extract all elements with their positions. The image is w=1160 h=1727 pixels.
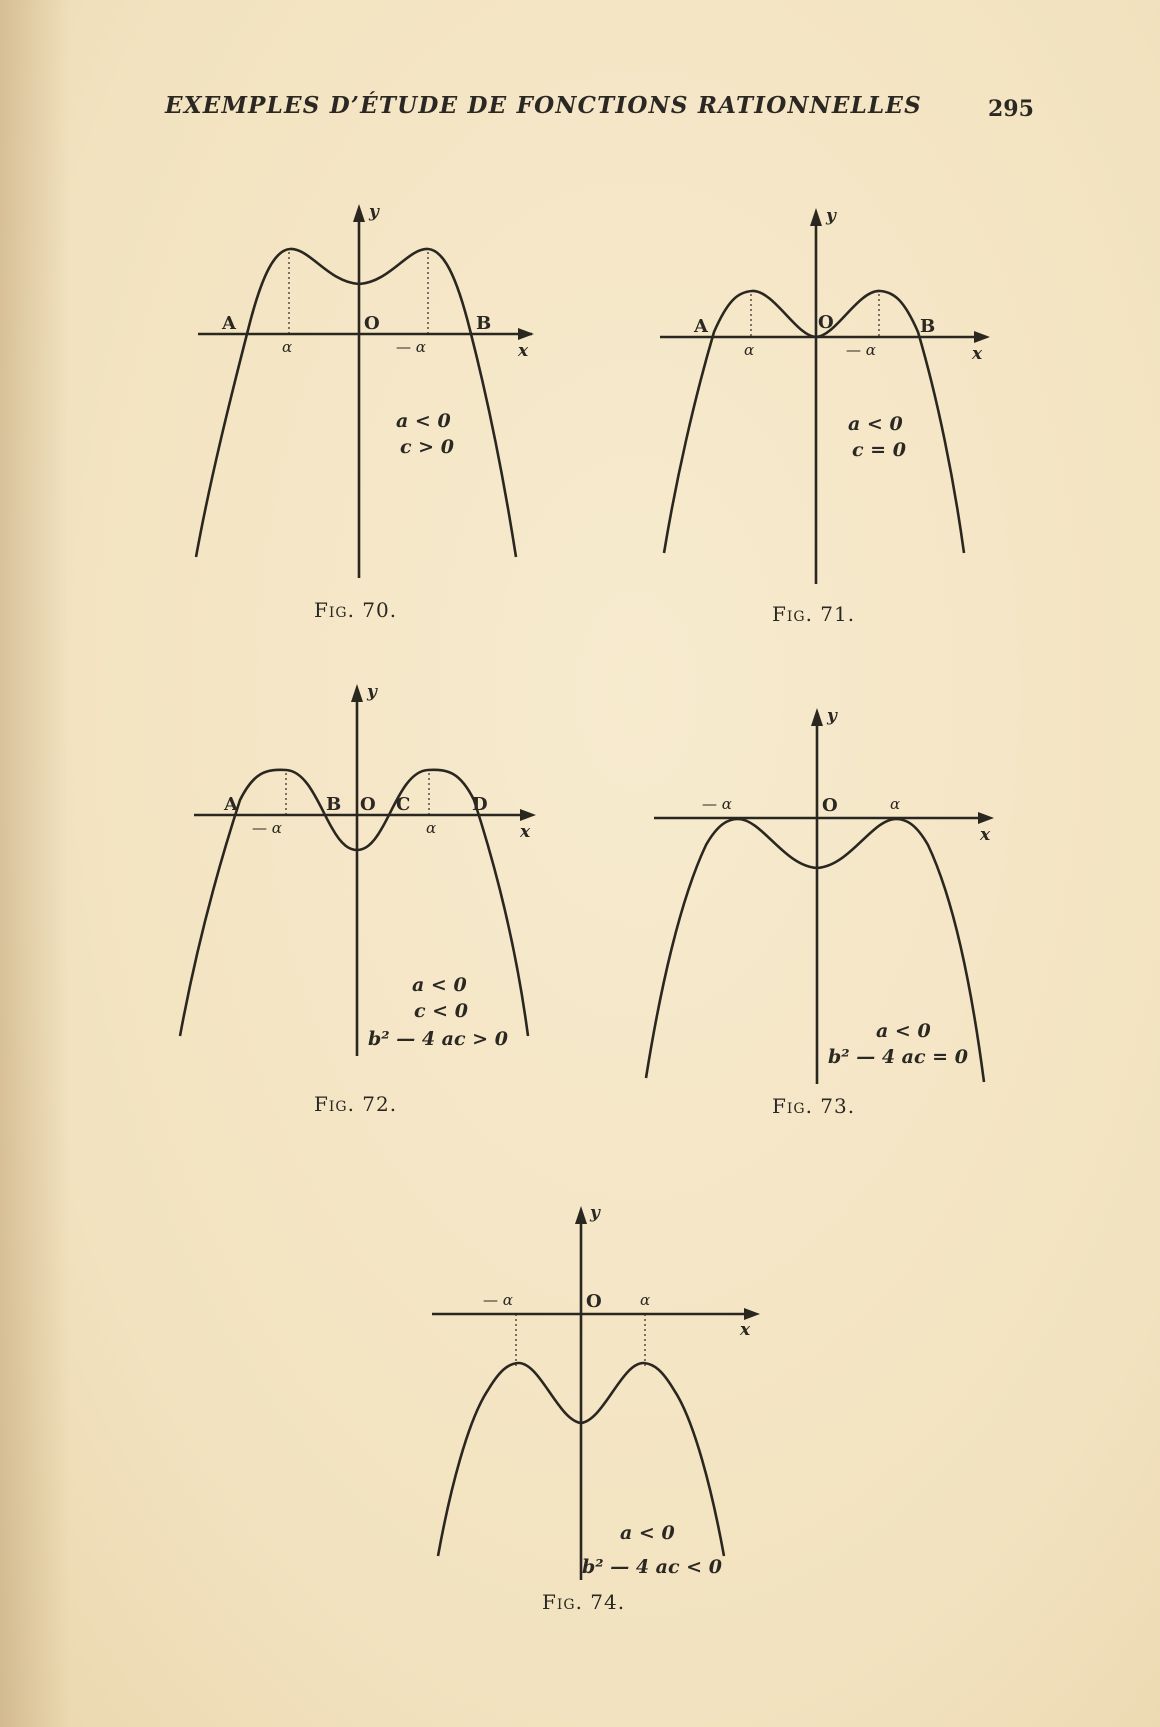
page-number: 295 bbox=[988, 96, 1034, 122]
x-axis-label: x bbox=[518, 341, 529, 361]
x-axis-label: x bbox=[972, 344, 983, 364]
point-label-B: B bbox=[476, 313, 492, 334]
condition-line: c < 0 bbox=[414, 1000, 468, 1022]
figure-caption: Fig. 70. bbox=[314, 598, 398, 622]
tick-label-right: α bbox=[640, 1291, 651, 1309]
x-axis-arrow bbox=[744, 1308, 760, 1320]
x-axis-label: x bbox=[980, 825, 991, 845]
point-label-A: A bbox=[694, 316, 708, 337]
point-label-D: D bbox=[472, 794, 488, 815]
figure-caption: Fig. 72. bbox=[314, 1092, 398, 1116]
y-axis-label: y bbox=[826, 206, 836, 226]
point-label-origin: O bbox=[586, 1291, 602, 1312]
condition-line: a < 0 bbox=[876, 1020, 931, 1042]
point-label-origin: O bbox=[822, 795, 838, 816]
tick-label-right: — α bbox=[396, 338, 426, 356]
point-label-C: C bbox=[396, 794, 411, 815]
point-label-B: B bbox=[920, 316, 936, 337]
y-axis-label: y bbox=[369, 202, 379, 222]
point-label-origin: O bbox=[360, 794, 376, 815]
figure-caption: Fig. 74. bbox=[542, 1590, 626, 1614]
tick-label-right: — α bbox=[846, 341, 876, 359]
tick-label-left: — α bbox=[252, 819, 282, 837]
point-label-B: B bbox=[326, 794, 342, 815]
point-label-A: A bbox=[224, 794, 238, 815]
condition-line: b² — 4 ac < 0 bbox=[582, 1556, 722, 1578]
y-axis-arrow bbox=[575, 1206, 587, 1224]
condition-line: a < 0 bbox=[848, 413, 903, 435]
condition-line: a < 0 bbox=[396, 410, 451, 432]
tick-label-left: — α bbox=[483, 1291, 513, 1309]
tick-label-left: α bbox=[282, 338, 293, 356]
tick-label-right: α bbox=[890, 795, 901, 813]
figure-caption: Fig. 73. bbox=[772, 1094, 856, 1118]
condition-line: b² — 4 ac > 0 bbox=[368, 1028, 508, 1050]
condition-line: a < 0 bbox=[412, 974, 467, 996]
condition-line: c > 0 bbox=[400, 436, 454, 458]
y-axis-label: y bbox=[827, 706, 837, 726]
y-axis-label: y bbox=[590, 1203, 600, 1223]
point-label-A: A bbox=[222, 313, 236, 334]
running-head: EXEMPLES D’ÉTUDE DE FONCTIONS RATIONNELLES bbox=[165, 92, 922, 119]
tick-label-left: — α bbox=[702, 795, 732, 813]
x-axis-label: x bbox=[520, 822, 531, 842]
tick-label-right: α bbox=[426, 819, 437, 837]
y-axis-label: y bbox=[367, 682, 377, 702]
condition-line: a < 0 bbox=[620, 1522, 675, 1544]
tick-label-left: α bbox=[744, 341, 755, 359]
condition-line: b² — 4 ac = 0 bbox=[828, 1046, 968, 1068]
point-label-origin: O bbox=[818, 312, 834, 333]
point-label-origin: O bbox=[364, 313, 380, 334]
x-axis-label: x bbox=[740, 1320, 751, 1340]
condition-line: c = 0 bbox=[852, 439, 906, 461]
figure-caption: Fig. 71. bbox=[772, 602, 856, 626]
